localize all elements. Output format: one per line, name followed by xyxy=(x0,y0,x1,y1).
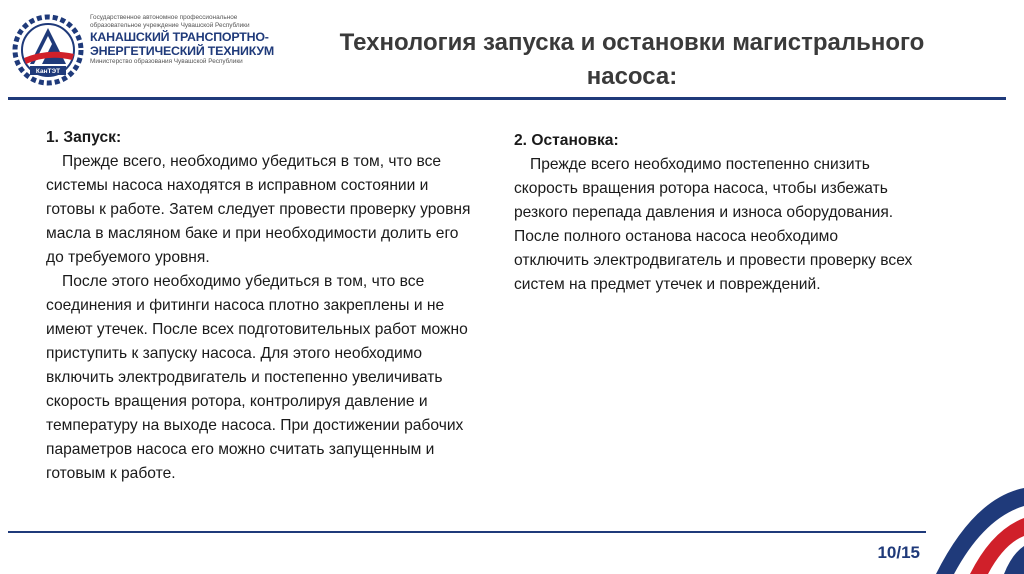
college-emblem-icon xyxy=(12,14,84,86)
startup-heading: 1. Запуск: xyxy=(46,129,122,146)
corner-swoosh-icon xyxy=(914,484,1024,574)
title-divider xyxy=(8,97,1006,100)
college-name-line2: ЭНЕРГЕТИЧЕСКИЙ ТЕХНИКУМ xyxy=(90,44,275,58)
startup-column xyxy=(46,126,476,486)
logo-ministry: Министерство образования Чувашской Республики xyxy=(90,58,243,65)
college-name-block xyxy=(90,14,320,66)
shutdown-column xyxy=(514,129,914,297)
logo-subtitle-line2: образовательное учреждение Чувашской Республики xyxy=(90,22,250,29)
slide-title xyxy=(300,26,964,94)
slide-title-line2: насоса: xyxy=(586,63,678,90)
page-number: 10/15 xyxy=(877,543,920,562)
logo-subtitle-line1: Государственное автономное профессиональное xyxy=(90,14,238,21)
shutdown-paragraph-1: Прежде всего необходимо постепенно снизить скорость вращения ротора насоса, чтобы избежать резкого перепада давления и износа оборудования. После полного останова насоса необходимо отключить электродвигатель и провести проверку всех систем на предмет утечек и повреждений. xyxy=(514,156,913,293)
emblem-label: КанТЭТ xyxy=(35,68,61,75)
shutdown-heading: 2. Остановка: xyxy=(514,132,619,149)
college-name-line1: КАНАШСКИЙ ТРАНСПОРТНО- xyxy=(90,30,269,44)
startup-paragraph-1: Прежде всего, необходимо убедиться в том, что все системы насоса находятся в исправном состоянии и готовы к работе. Затем следует провести проверку уровня масла в масляном баке и при необходимости долить его до требуемого уровня. xyxy=(46,153,471,266)
startup-paragraph-2: После этого необходимо убедиться в том, что все соединения и фитинги насоса плотно закреплены и не имеют утечек. После всех подготовительных работ можно приступить к запуску насоса. Для этого необходимо включить электродвигатель и постепенно увеличивать скорость вращения ротора, контролируя давление и температуру на выходе насоса. При достижении рабочих параметров насоса его можно считать запущенным и готовым к работе. xyxy=(46,273,468,482)
college-logo xyxy=(12,14,312,90)
slide-title-line1: Технология запуска и остановки магистрального xyxy=(339,29,925,56)
footer-divider xyxy=(8,531,926,533)
